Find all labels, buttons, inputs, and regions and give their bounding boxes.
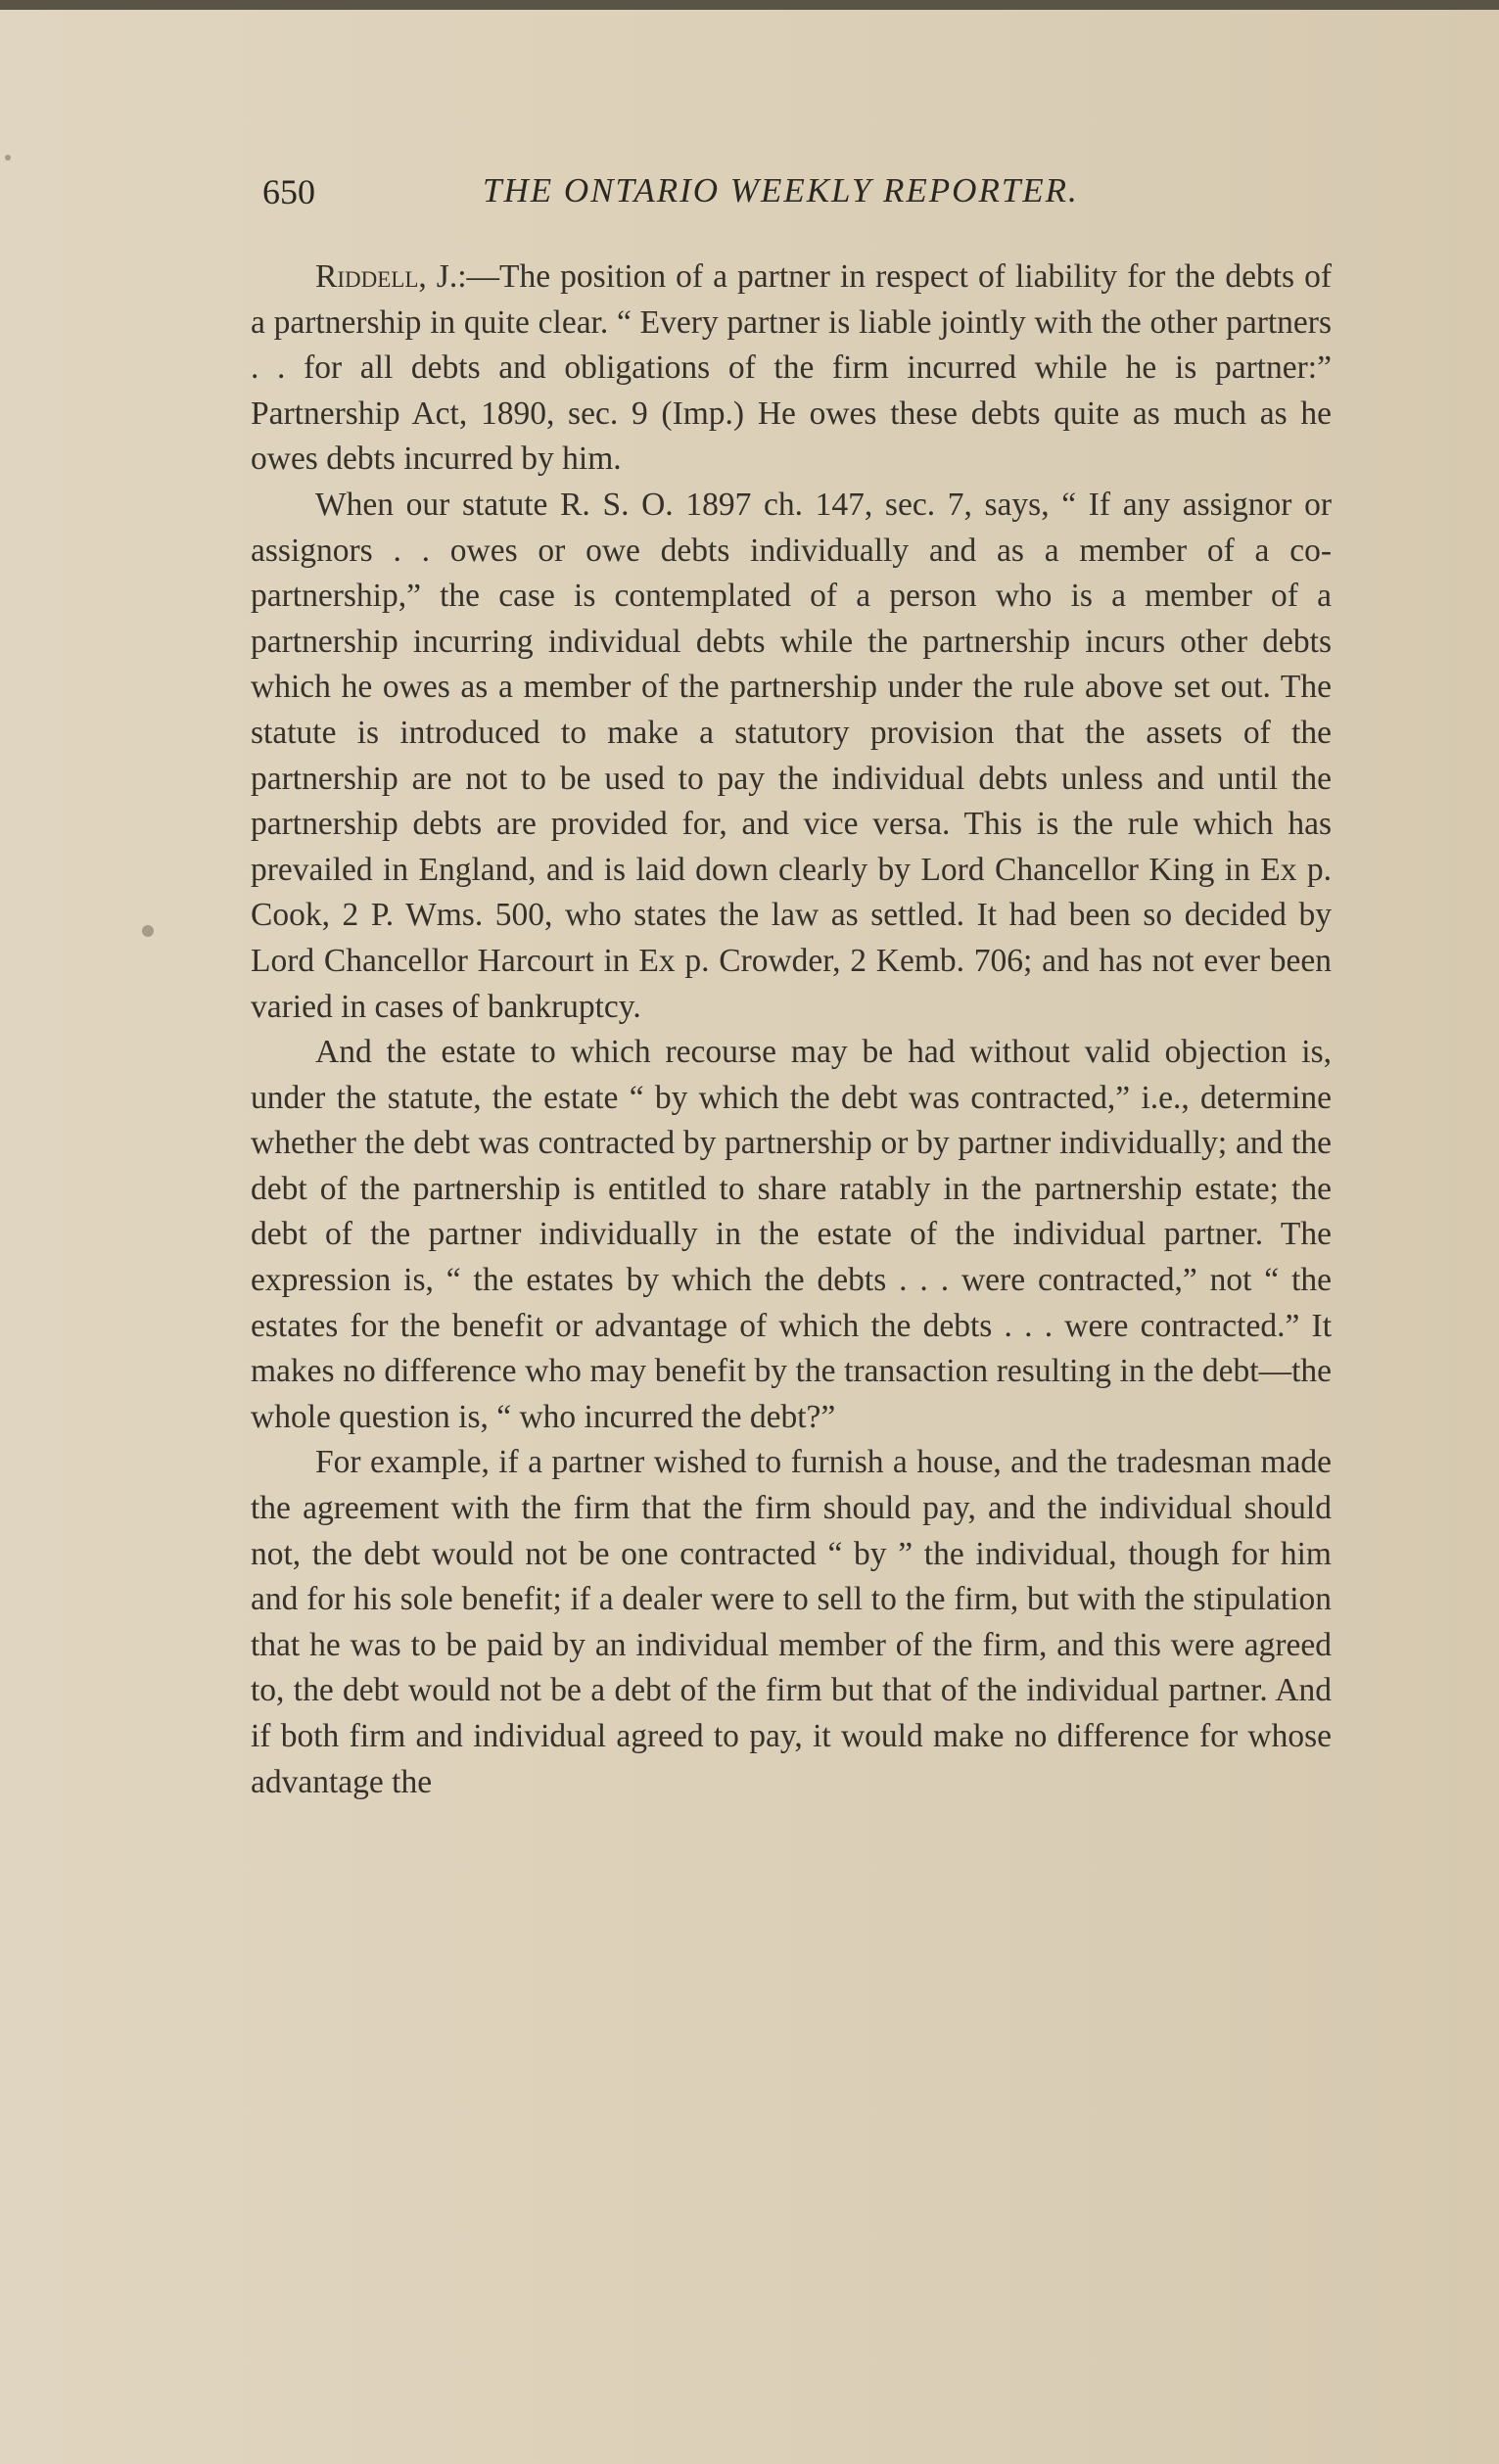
page-number: 650 bbox=[262, 172, 315, 211]
page-header bbox=[262, 171, 1330, 220]
paragraph: For example, if a partner wished to furnish a house, and the tradesman made the agreement with the firm that the firm should pay, and the individual should not, the debt would not be one contracted “ by ” the individual, though for him and for his sole benefit; if a dealer were to sell to the firm, but with the stipulation that he was to be paid by an individual member of the firm, and this were agreed to, the debt would not be a debt of the firm but that of the individual partner. And if both firm and individual agreed to pay, it would make no difference for whose advantage the bbox=[251, 1444, 1332, 1800]
body-text bbox=[251, 255, 1332, 1805]
paragraph bbox=[251, 255, 1332, 483]
running-title: THE ONTARIO WEEKLY REPORTER. bbox=[483, 171, 1079, 209]
margin-speck bbox=[5, 155, 11, 161]
paragraph: And the estate to which recourse may be had without valid objection is, under the statute, the estate “ by which the debt was contracted,” i.e., determine whether the debt was contracted by partnership or by partner individually; and the debt of the partnership is entitled to share ratably in the partnership estate; the debt of the partner individually in the estate of the individual partner. The expression is, “ the estates by which the debts . . . were contracted,” not “ the estates for the benefit or advantage of which the debts . . . were contracted.” It makes no difference who may benefit by the transaction resulting in the debt—the whole question is, “ who incurred the debt?” bbox=[251, 1034, 1332, 1435]
paragraph: When our statute R. S. O. 1897 ch. 147, sec. 7, says, “ If any assignor or assignors . . owes or owe debts individually and as a member of a co-partnership,” the case is contemplated of a person who is a member of a partnership incurring individual debts while the partnership incurs other debts which he owes as a member of the partnership under the rule above set out. The statute is introduced to make a statutory provision that the assets of the partnership are not to be used to pay the individual debts unless and until the partnership debts are provided for, and vice versa. This is the rule which has prevailed in England, and is laid down clearly by Lord Chancellor King in Ex p. Cook, 2 P. Wms. 500, who states the law as settled. It had been so decided by Lord Chancellor Harcourt in Ex p. Crowder, 2 Kemb. 706; and has not ever been varied in cases of bankruptcy. bbox=[251, 486, 1332, 1025]
paragraph-text: , J.:—The position of a partner in respect of liability for the debts of a partnership in quite clear. “ Every partner is liable jointly with the other partners . . for all debts and obligations of the firm incurred while he is partner:” Partnership Act, 1890, sec. 9 (Imp.) He owes these debts quite as much as he owes debts incurred by him. bbox=[251, 258, 1332, 478]
margin-speck bbox=[142, 925, 154, 937]
page-top-edge bbox=[0, 0, 1499, 10]
judge-name: Riddell bbox=[315, 258, 419, 295]
